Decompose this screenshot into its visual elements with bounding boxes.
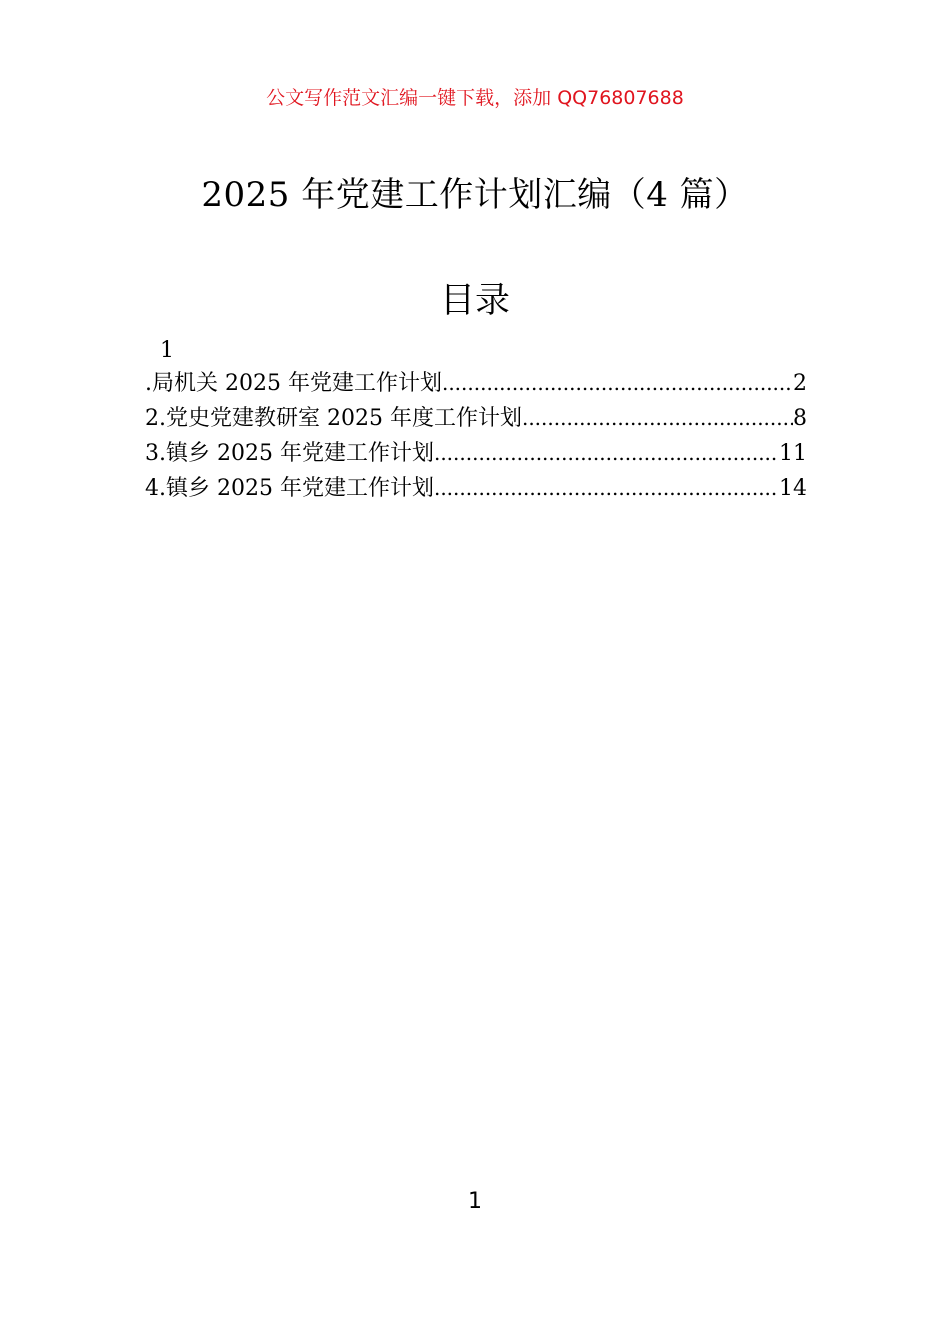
toc-entry[interactable] [145,436,807,471]
toc-dot-leader [442,366,793,401]
toc-entry-page: 11 [779,441,807,466]
toc-dot-leader [434,471,779,506]
table-of-contents [145,336,807,506]
toc-entry-label: .局机关 2025 年党建工作计划 [145,371,442,396]
toc-heading: 目录 [439,281,510,321]
toc-entry-number: 1 [160,338,174,363]
page-number: 1 [468,1189,482,1214]
toc-entry-page: 14 [779,476,807,501]
toc-entry-page: 8 [793,406,807,431]
document-title: 2025 年党建工作计划汇编（4 篇） [201,175,749,215]
toc-entry-page: 2 [793,371,807,396]
toc-entry-label: 4.镇乡 2025 年党建工作计划 [145,476,434,501]
toc-dot-leader [522,401,793,436]
toc-entry[interactable] [145,366,807,401]
toc-entry-label: 3.镇乡 2025 年党建工作计划 [145,441,434,466]
toc-dot-leader [434,436,779,471]
toc-entry[interactable] [145,471,807,506]
download-promo-note: 公文写作范文汇编一键下载，添加 QQ76807688 [266,87,684,109]
toc-entry-label: 2.党史党建教研室 2025 年度工作计划 [145,406,522,431]
toc-entry[interactable] [145,401,807,436]
